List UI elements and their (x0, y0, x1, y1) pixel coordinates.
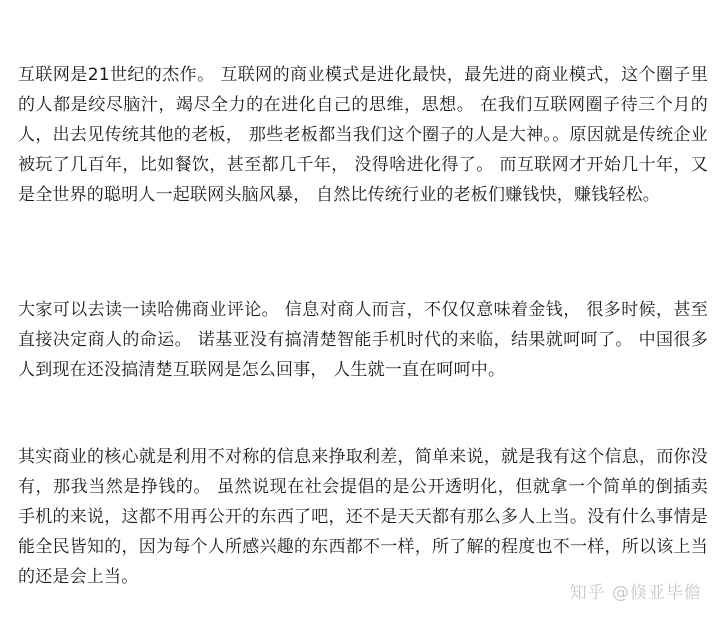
paragraph-2: 大家可以去读一读哈佛商业评论。 信息对商人而言，不仅仅意味着金钱， 很多时候，甚至直接决定商人的命运。 诺基亚没有搞清楚智能手机时代的来临，结果就呵呵了。 中国很多人到现在还没搞清楚互联网是怎么回事， 人生就一直在呵呵中。 (18, 300, 708, 380)
zhihu-watermark: 知乎 @倏亚毕儋 (569, 583, 702, 603)
paragraph-3: 其实商业的核心就是利用不对称的信息来挣取利差，简单来说，就是我有这个信息，而你没有，那我当然是挣钱的。 虽然说现在社会提倡的是公开透明化，但就拿一个简单的倒插卖手机的来说，这都不用再公开的东西了吧，还不是天天都有那么多人上当。没有什么事情是能全民皆知的，因为每个人所感兴趣的东西都不一样，所了解的程度也不一样，所以该上当的还是会上当。 (18, 447, 708, 587)
paragraph-1: 互联网是21世纪的杰作。 互联网的商业模式是进化最快，最先进的商业模式，这个圈子里的人都是绞尽脑汁，竭尽全力的在进化自己的思维，思想。 在我们互联网圈子待三个月的人，出去见传统其他的老板， 那些老板都当我们这个圈子的人是大神。。原因就是传统企业被玩了几百年，比如餐饮，甚至都几千年， 没得啥进化得了。 而互联网才开始几十年，又是全世界的聪明人一起联网头脑风暴， 自然比传统行业的老板们赚钱快，赚钱轻松。 (18, 65, 708, 205)
